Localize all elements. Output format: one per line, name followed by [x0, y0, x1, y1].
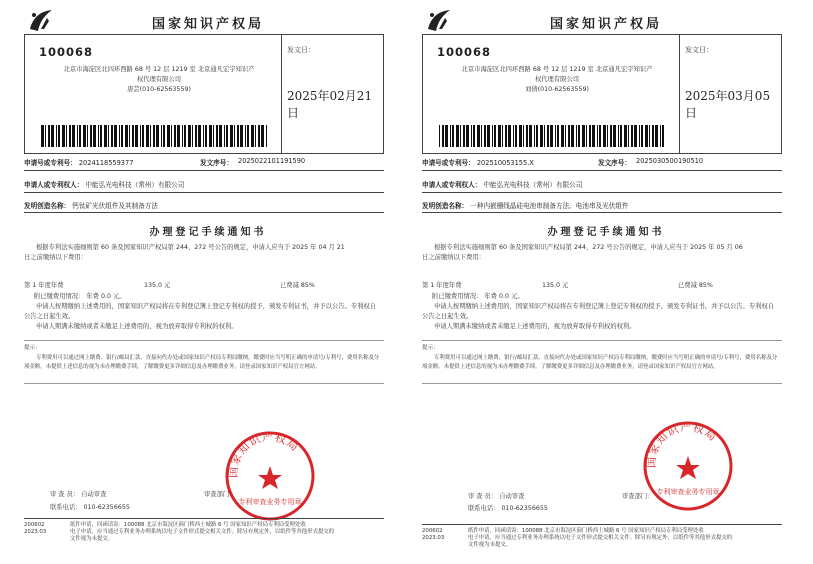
footer-text: 纸件申请，回函请寄：100088 北京市海淀区蓟门桥西土城路 6 号 国家知识产权局专利局受理处收 电子申请，应当通过专利业务办理系统以电子文件形式提交相关文件。除另有规定外，以纸件等其他形式提交的 文件视为未提交。	[70, 522, 335, 542]
barcode-bar	[639, 125, 640, 147]
barcode-bar	[72, 125, 75, 147]
barcode-bar	[247, 125, 249, 147]
barcode-bar	[224, 125, 225, 147]
barcode-bar	[240, 125, 243, 147]
contact-row	[50, 503, 250, 513]
barcode-bar	[251, 125, 254, 147]
applicant: 中能弘光电科技（常州）有限公司	[85, 181, 185, 189]
barcode-bar	[184, 125, 186, 147]
app-no-label: 申请号或专利号：	[24, 159, 77, 167]
barcode	[439, 125, 667, 147]
address-line: 北京市海淀区北四环西路 68 号 12 层 1219 室 北京通凡宏宇知识产	[63, 66, 255, 73]
notice-title: 办理登记手续通知书	[149, 227, 267, 238]
barcode-bar	[505, 125, 507, 147]
barcode-bar	[161, 125, 162, 147]
barcode-bar	[456, 125, 459, 147]
applicant-row	[422, 179, 782, 189]
barcode-bar	[171, 125, 172, 147]
invention: 一种内嵌栅线晶硅电池串制备方法、电池串及光伏组件	[470, 202, 629, 210]
barcode-bar	[45, 125, 46, 147]
fee-label: 第 1 年度年费	[422, 282, 462, 289]
rule	[422, 383, 782, 384]
barcode-bar	[519, 125, 522, 147]
address-line: 唐芸(010-62563559)	[127, 86, 191, 93]
barcode-bar	[641, 125, 643, 147]
barcode-bar	[481, 125, 482, 147]
barcode-bar	[544, 125, 545, 147]
barcode-bar	[631, 125, 633, 147]
examiner-label: 审 查 员：	[468, 493, 498, 500]
barcode-bar	[540, 125, 543, 147]
barcode-bar	[620, 125, 622, 147]
invention-label: 发明创造名称：	[422, 202, 469, 210]
barcode-bar	[132, 125, 134, 147]
barcode-bar	[586, 125, 587, 147]
address-line: 刘倩(010-62563559)	[525, 86, 589, 93]
contact-label: 联系电话：	[468, 505, 500, 512]
barcode-bar	[561, 125, 564, 147]
contact-label: 联系电话：	[50, 504, 82, 511]
barcode-bar	[62, 125, 65, 147]
barcode-bar	[129, 125, 130, 147]
barcode-bar	[90, 125, 92, 147]
app-no: 2024118559377	[78, 159, 134, 167]
barcode-bar	[209, 125, 212, 147]
barcode-bar	[526, 125, 528, 147]
dept-label: 审查部门：	[204, 491, 236, 498]
barcode-bar	[536, 125, 538, 147]
barcode-bar	[192, 125, 193, 147]
barcode-bar	[492, 125, 493, 147]
barcode-bar	[230, 125, 233, 147]
office-name: 国家知识产权局	[549, 17, 662, 32]
barcode-bar	[597, 125, 598, 147]
barcode-bar	[111, 125, 113, 147]
dept-label: 审查部门：	[622, 493, 654, 500]
contact-row	[468, 504, 668, 514]
barcode-bar	[41, 125, 44, 147]
barcode-bar	[261, 125, 264, 147]
barcode-bar	[234, 125, 235, 147]
barcode-bar	[589, 125, 591, 147]
barcode-bar	[245, 125, 246, 147]
barcode-bar	[502, 125, 503, 147]
barcode-bar	[87, 125, 88, 147]
footer-rule	[422, 524, 782, 525]
footer-text: 纸件申请，回函请寄：100088 北京市海淀区蓟门桥西土城路 6 号 国家知识产权局专利局受理处收 电子申请，应当通过专利业务办理系统以电子文件形式提交相关文件。除另有规定外，以纸件等其他形式提交的 文件视为未提交。	[468, 528, 733, 548]
fee-amount: 135.0 元	[542, 282, 569, 289]
tip-text: 专利费用可以通过网上缴费、银行/邮局汇款、直接向代办处或国家知识产权局专利局缴纳。缴费时应当写明正确的申请号/专利号，费用名称及分项金额。未提供上述信息的视为未办理缴费手续。了解缴费更多详细信息及办理缴费业务，请登录国家知识产权局官方网站。	[24, 355, 380, 370]
rule	[24, 340, 384, 341]
barcode-bar	[624, 125, 627, 147]
barcode-bar	[508, 125, 511, 147]
barcode-bar	[592, 125, 595, 147]
barcode-bar	[460, 125, 461, 147]
barcode-bar	[649, 125, 650, 147]
barcode-bar	[188, 125, 191, 147]
barcode-bar	[146, 125, 149, 147]
barcode-bar	[571, 125, 574, 147]
seal-subtext: 专利审查业务专用章	[238, 498, 302, 506]
box-divider	[679, 35, 680, 153]
barcode-bar	[213, 125, 214, 147]
body-text	[24, 243, 380, 262]
rule	[24, 170, 384, 171]
tip-label: 提示：	[24, 345, 41, 351]
fee-label: 第 1 年度年费	[24, 282, 64, 289]
barcode-bar	[618, 125, 619, 147]
barcode-bar	[205, 125, 207, 147]
barcode-bar	[487, 125, 490, 147]
barcode-bar	[98, 125, 99, 147]
barcode-bar	[255, 125, 256, 147]
fee-reduce: 已费减 85%	[678, 282, 713, 289]
barcode-bar	[607, 125, 608, 147]
app-no-row	[24, 157, 384, 167]
applicant-label: 申请人或专利权人：	[24, 181, 84, 189]
rule	[422, 212, 782, 213]
barcode-bar	[547, 125, 549, 147]
barcode-bar	[219, 125, 222, 147]
barcode-bar	[655, 125, 658, 147]
barcode-bar	[135, 125, 138, 147]
send-date: 2025年02月21日	[287, 89, 373, 120]
doc-no: 2025022101191590	[238, 157, 306, 165]
tip-label: 提示：	[422, 345, 439, 351]
barcode-bar	[108, 125, 109, 147]
barcode-bar	[69, 125, 71, 147]
body-line: 日之前缴纳以下费用：	[24, 253, 87, 261]
barcode-bar	[258, 125, 260, 147]
barcode-bar	[237, 125, 239, 147]
applicant-row	[24, 179, 384, 189]
para-2: 申请人期满未缴纳或者未缴足上述费用的，视为放弃取得专利权的权利。	[36, 323, 238, 330]
barcode-bar	[174, 125, 176, 147]
barcode-bar	[534, 125, 535, 147]
footer-code: 200602 2023.03	[422, 528, 445, 541]
send-date-label: 发文日：	[287, 46, 315, 54]
barcode-bar	[660, 125, 661, 147]
barcode-bar	[471, 125, 472, 147]
send-date: 2025年03月05日	[685, 89, 771, 120]
barcode-bar	[79, 125, 81, 147]
para-1: 申请人按期缴纳上述费用的，国家知识产权局将在专利登记簿上登记专利权的授予，颁发专利证书，并予以公告。专利权自公告之日起生效。	[24, 303, 377, 320]
seal-text: 国家知识产权局	[226, 430, 302, 479]
barcode-bar	[56, 125, 57, 147]
para-1: 申请人按期缴纳上述费用的，国家知识产权局将在专利登记簿上登记专利权的授予，颁发专利证书，并予以公告。专利权自公告之日起生效。	[422, 303, 775, 320]
postal-code: 100068	[437, 45, 492, 59]
app-no-label: 申请号或专利号：	[422, 159, 475, 167]
barcode-bar	[582, 125, 585, 147]
barcode-bar	[100, 125, 102, 147]
notice-title: 办理登记手续通知书	[547, 227, 665, 238]
para-2: 申请人期满未缴纳或者未缴足上述费用的，视为放弃取得专利权的权利。	[434, 323, 636, 330]
paid-line: 附已缴费用情况： 年费 0.0 元。	[432, 293, 524, 300]
barcode-bar	[477, 125, 480, 147]
barcode-bar	[628, 125, 629, 147]
examiner: 自动审查	[499, 493, 525, 500]
barcode-bar	[513, 125, 514, 147]
barcode-bar	[51, 125, 54, 147]
examiner: 自动审查	[81, 491, 107, 498]
address-line: 权代理有限公司	[136, 76, 182, 83]
barcode-bar	[58, 125, 60, 147]
barcode-bar	[77, 125, 78, 147]
invention-row	[422, 200, 782, 210]
box-divider	[281, 35, 282, 153]
barcode-bar	[83, 125, 86, 147]
doc-no-label: 发文序号：	[200, 159, 233, 167]
address	[437, 65, 677, 95]
barcode-bar	[652, 125, 654, 147]
barcode-bar	[576, 125, 577, 147]
barcode-bar	[463, 125, 465, 147]
barcode-bar	[445, 125, 448, 147]
barcode-bar	[203, 125, 204, 147]
seal-text: 国家知识产权局	[644, 420, 720, 469]
barcode-bar	[473, 125, 475, 147]
barcode-bar	[578, 125, 580, 147]
barcode-bar	[610, 125, 612, 147]
rule	[422, 192, 782, 193]
applicant-label: 申请人或专利权人：	[422, 181, 482, 189]
rule	[422, 170, 782, 171]
barcode-bar	[439, 125, 440, 147]
barcode-bar	[182, 125, 183, 147]
rule	[24, 212, 384, 213]
barcode-bar	[163, 125, 165, 147]
barcode-bar	[442, 125, 444, 147]
body-line: 根据专利法实施细则第 60 条及国家知识产权局第 244、272 号公告的规定，申请人应当于 2025 年 04 月 21	[36, 244, 345, 251]
barcode-bar	[167, 125, 170, 147]
barcode-bar	[494, 125, 496, 147]
barcode-bar	[452, 125, 454, 147]
barcode-bar	[555, 125, 556, 147]
examiner-label: 审 查 员：	[50, 491, 80, 498]
barcode-bar	[634, 125, 637, 147]
body-line: 根据专利法实施细则第 60 条及国家知识产权局第 244、272 号公告的规定，申请人应当于 2025 年 05 月 06	[434, 244, 743, 251]
barcode-bar	[613, 125, 616, 147]
address-line: 权代理有限公司	[534, 76, 580, 83]
barcode-bar	[645, 125, 648, 147]
office-name: 国家知识产权局	[151, 17, 264, 32]
barcode-bar	[177, 125, 180, 147]
barcode-bar	[66, 125, 67, 147]
barcode-bar	[93, 125, 96, 147]
notice-page-2	[410, 0, 802, 564]
address	[39, 65, 279, 95]
app-no-row	[422, 157, 782, 167]
contact: 010-62356655	[83, 504, 130, 511]
barcode-bar	[195, 125, 197, 147]
tip-text: 专利费用可以通过网上缴费、银行/邮局汇款、直接向代办处或国家知识产权局专利局缴纳。缴费时应当写明正确的申请号/专利号，费用名称及分项金额。未提供上述信息的视为未办理缴费手续。了解缴费更多详细信息及办理缴费业务，请登录国家知识产权局官方网站。	[422, 355, 778, 370]
paid-line: 附已缴费用情况： 年费 0.0 元。	[34, 293, 126, 300]
body-text	[422, 243, 778, 262]
fee-amount: 135.0 元	[144, 282, 171, 289]
barcode-bar	[523, 125, 524, 147]
seal-subtext: 专利审查业务专用章	[656, 488, 720, 496]
barcode-bar	[603, 125, 606, 147]
send-date-label: 发文日：	[685, 46, 713, 54]
barcode-bar	[568, 125, 570, 147]
barcode-bar	[153, 125, 155, 147]
rule	[24, 383, 384, 384]
address-box	[422, 34, 782, 154]
barcode-bar	[121, 125, 123, 147]
barcode-bar	[266, 125, 267, 147]
address-box	[24, 34, 384, 154]
barcode-bar	[140, 125, 141, 147]
applicant: 中能弘光电科技（常州）有限公司	[483, 181, 583, 189]
barcode-bar	[142, 125, 144, 147]
invention: 钙钛矿光伏组件及其制备方法	[72, 202, 158, 210]
footer-code: 200602 2023.03	[24, 522, 47, 535]
barcode-bar	[599, 125, 601, 147]
barcode-bar	[150, 125, 151, 147]
barcode	[41, 125, 269, 147]
rule	[24, 192, 384, 193]
barcode-bar	[119, 125, 120, 147]
barcode-bar	[216, 125, 218, 147]
barcode-bar	[226, 125, 228, 147]
invention-label: 发明创造名称：	[24, 202, 71, 210]
footer-rule	[24, 518, 384, 519]
notice-page-1	[12, 0, 404, 564]
barcode-bar	[565, 125, 566, 147]
barcode-bar	[484, 125, 486, 147]
barcode-bar	[114, 125, 117, 147]
rule	[422, 340, 782, 341]
fee-reduce: 已费减 85%	[280, 282, 315, 289]
barcode-bar	[104, 125, 107, 147]
address-line: 北京市海淀区北四环西路 68 号 12 层 1219 室 北京通凡宏宇知识产	[461, 66, 653, 73]
barcode-bar	[156, 125, 159, 147]
barcode-bar	[466, 125, 469, 147]
barcode-bar	[48, 125, 50, 147]
body-line: 日之前缴纳以下费用：	[422, 253, 485, 261]
barcode-bar	[450, 125, 451, 147]
barcode-bar	[550, 125, 553, 147]
invention-row	[24, 200, 384, 210]
barcode-bar	[662, 125, 664, 147]
contact: 010-62356655	[501, 505, 548, 512]
doc-no-label: 发文序号：	[598, 159, 631, 167]
barcode-bar	[557, 125, 559, 147]
doc-no: 2025030500190510	[636, 157, 704, 165]
app-no: 202510053155.X	[476, 159, 534, 167]
barcode-bar	[529, 125, 532, 147]
barcode-bar	[498, 125, 501, 147]
barcode-bar	[515, 125, 517, 147]
barcode-bar	[125, 125, 128, 147]
barcode-bar	[198, 125, 201, 147]
postal-code: 100068	[39, 45, 94, 59]
